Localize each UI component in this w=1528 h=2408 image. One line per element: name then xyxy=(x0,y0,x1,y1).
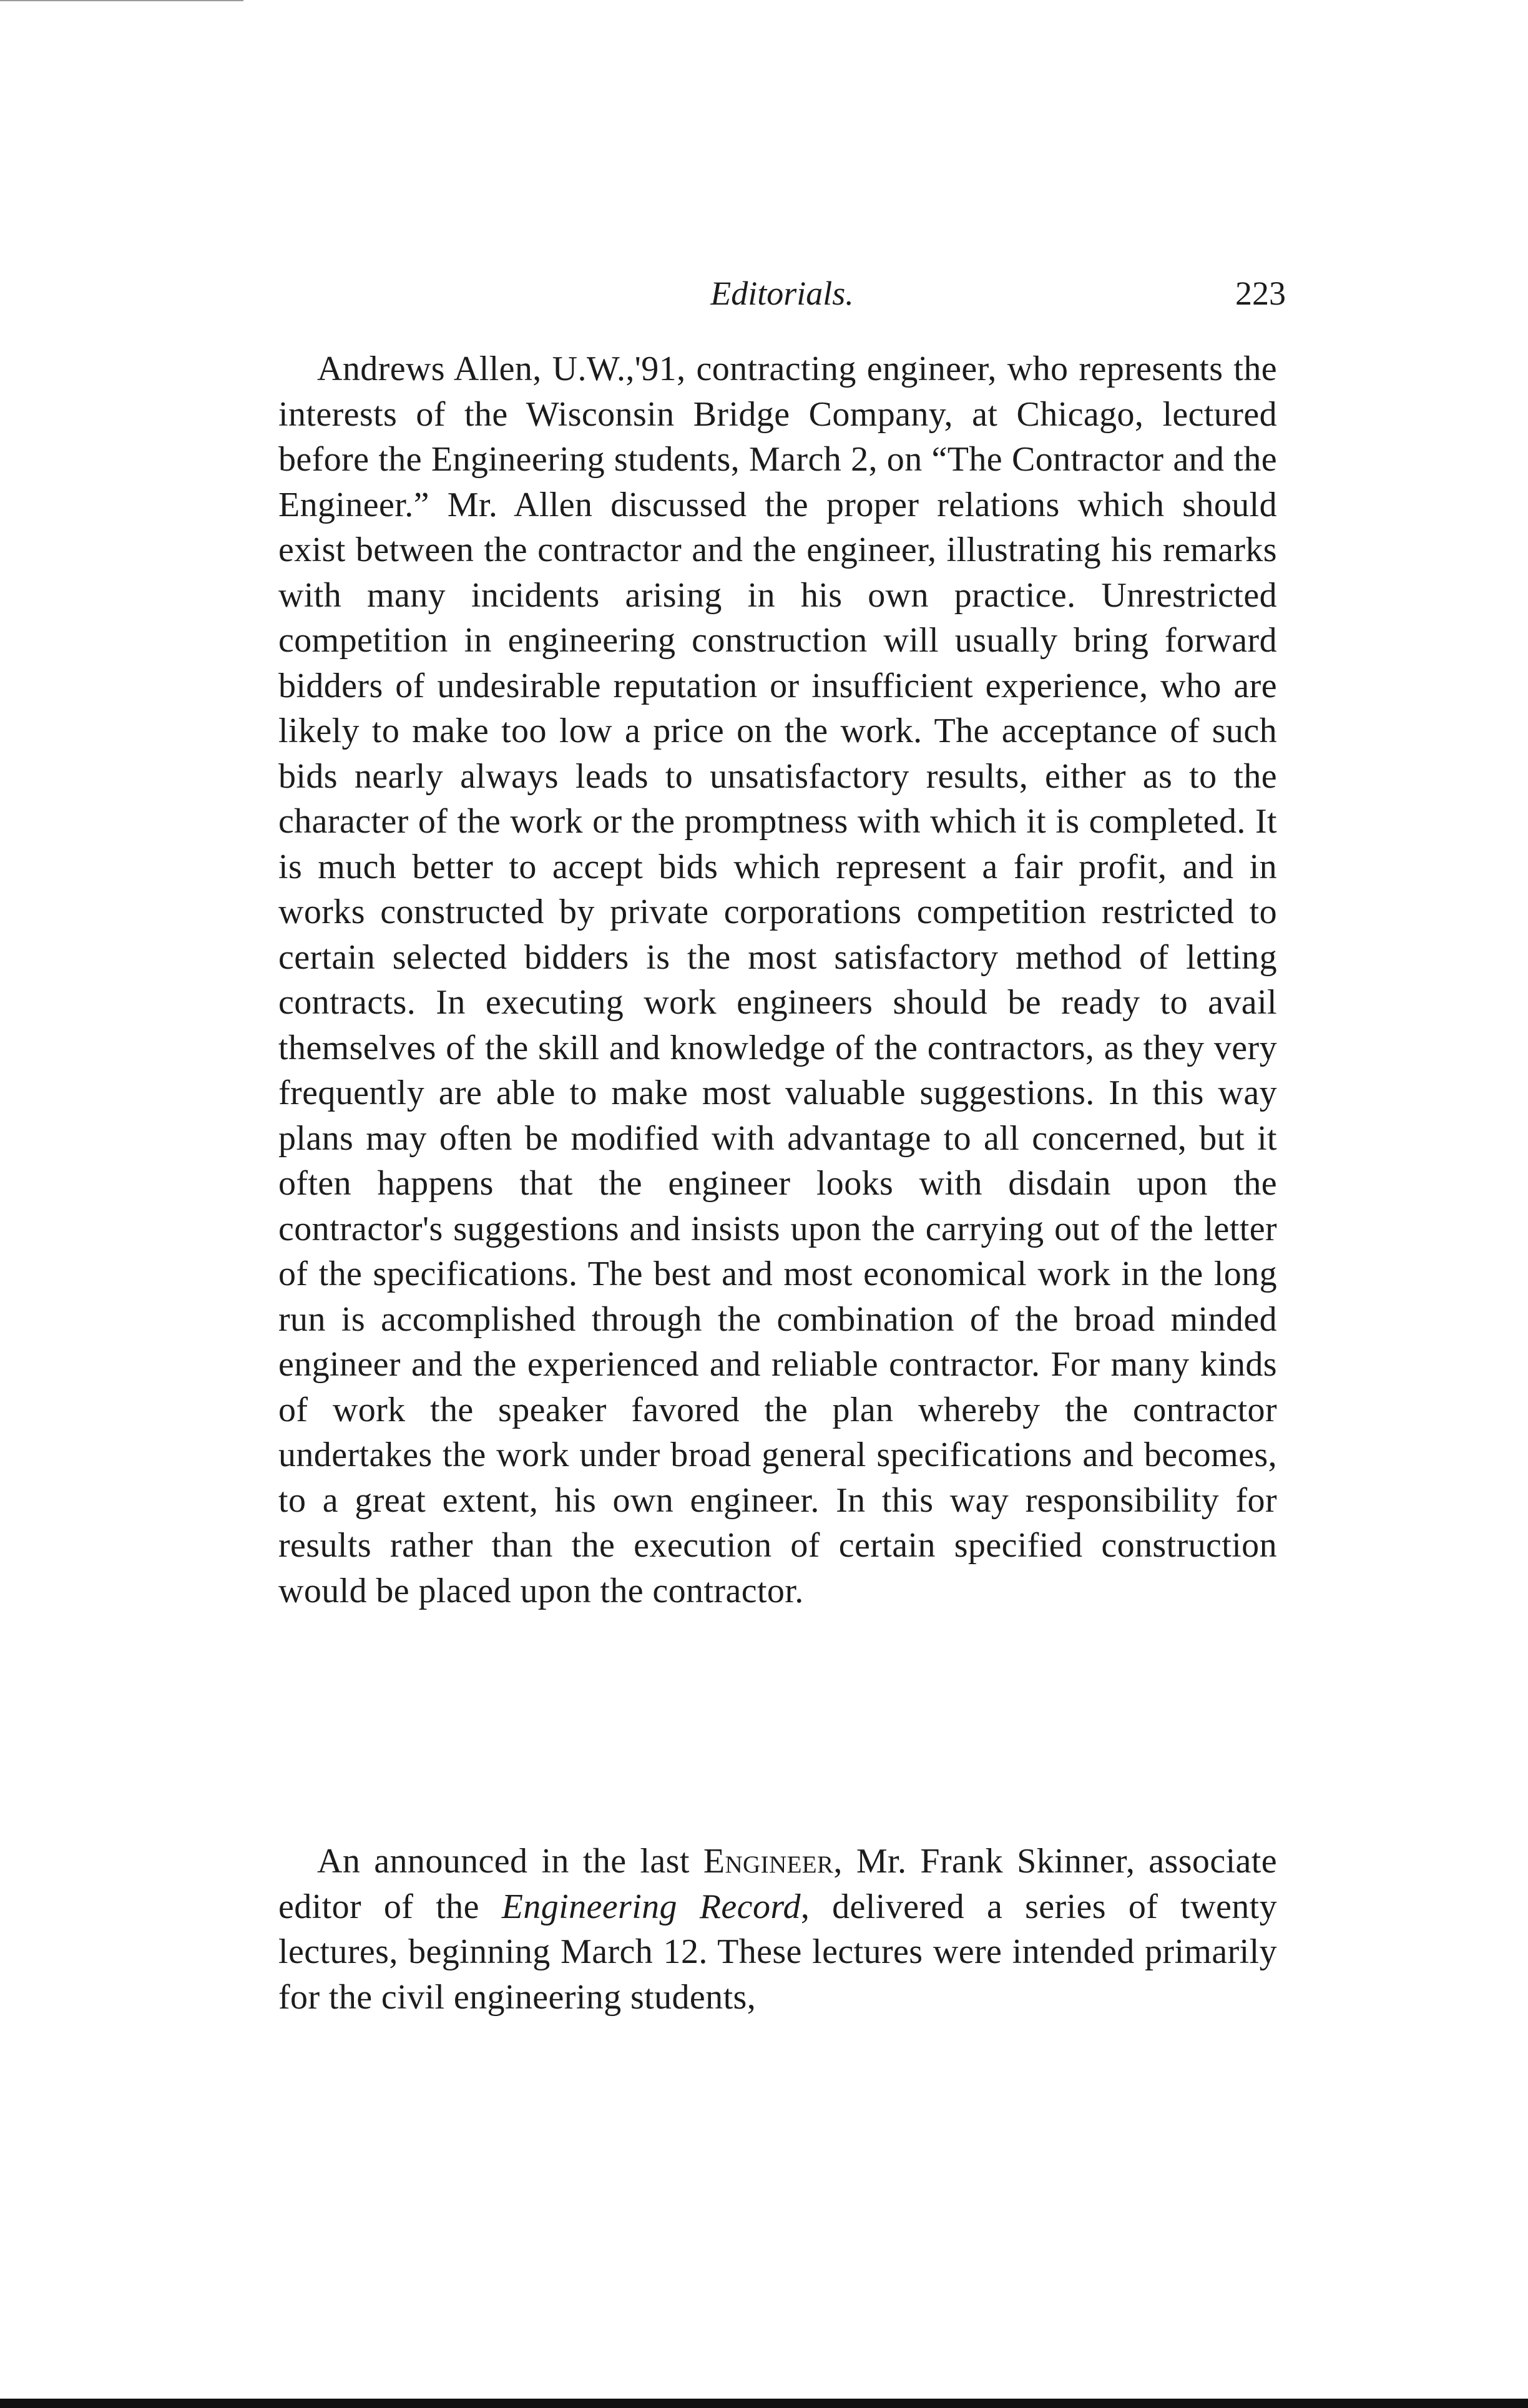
top-edge-rule xyxy=(0,0,243,1)
paragraph-allen-lecture xyxy=(278,346,1277,1613)
paragraph-text: Andrews Allen, U.W.,'91, contracting engineer, who represents the interests of the Wisconsin Bridge Company, at Chicago, lectured before the Engineering students, March 2, on “The Contractor and the Engineer.” Mr. Allen discussed the proper relations which should exist between the contractor and the engineer, illustrating his remarks with many incidents arising in his own practice. Unrestricted competition in engineering construction will usually bring forward bidders of undesirable reputation or insufficient experience, who are likely to make too low a price on the work. The acceptance of such bids nearly always leads to unsatisfactory results, either as to the character of the work or the promptness with which it is completed. It is much better to accept bids which represent a fair profit, and in works constructed by private corporations competition restricted to certain selected bidders is the most satisfactory method of letting contracts. In executing work engineers should be ready to avail themselves of the skill and knowledge of the contractors, as they very frequently are able to make most valuable suggestions. In this way plans may often be modified with advantage to all concerned, but it often happens that the engineer looks with disdain upon the contractor's suggestions and insists upon the carrying out of the letter of the specifications. The best and most economical work in the long run is accomplished through the combination of the broad minded engineer and the experienced and reliable contractor. For many kinds of work the speaker favored the plan whereby the contractor undertakes the work under broad general specifications and becomes, to a great extent, his own engineer. In this way responsibility for results rather than the execution of certain specified construction would be placed upon the contractor. xyxy=(278,350,1277,1610)
bottom-edge-rule xyxy=(0,2399,1528,2408)
running-title: Editorials. xyxy=(710,275,854,312)
publication-name-engineer: Engineer xyxy=(703,1842,834,1881)
text-run: , delivered a series of twenty lectures, beginning March 12. These lectures were intended primarily for the civil engineering students, xyxy=(278,1887,1277,2017)
text-run: An announced in the last xyxy=(317,1842,703,1881)
publication-name-engineering-record: Engineering Record xyxy=(501,1887,801,1926)
text-run: , Mr. Frank Skinner, associate editor of the xyxy=(278,1842,1278,1926)
paragraph-skinner-lectures xyxy=(278,1839,1277,2020)
paragraph-text xyxy=(278,1839,1277,2020)
page-number: 223 xyxy=(1235,275,1286,312)
running-head xyxy=(278,268,1286,318)
